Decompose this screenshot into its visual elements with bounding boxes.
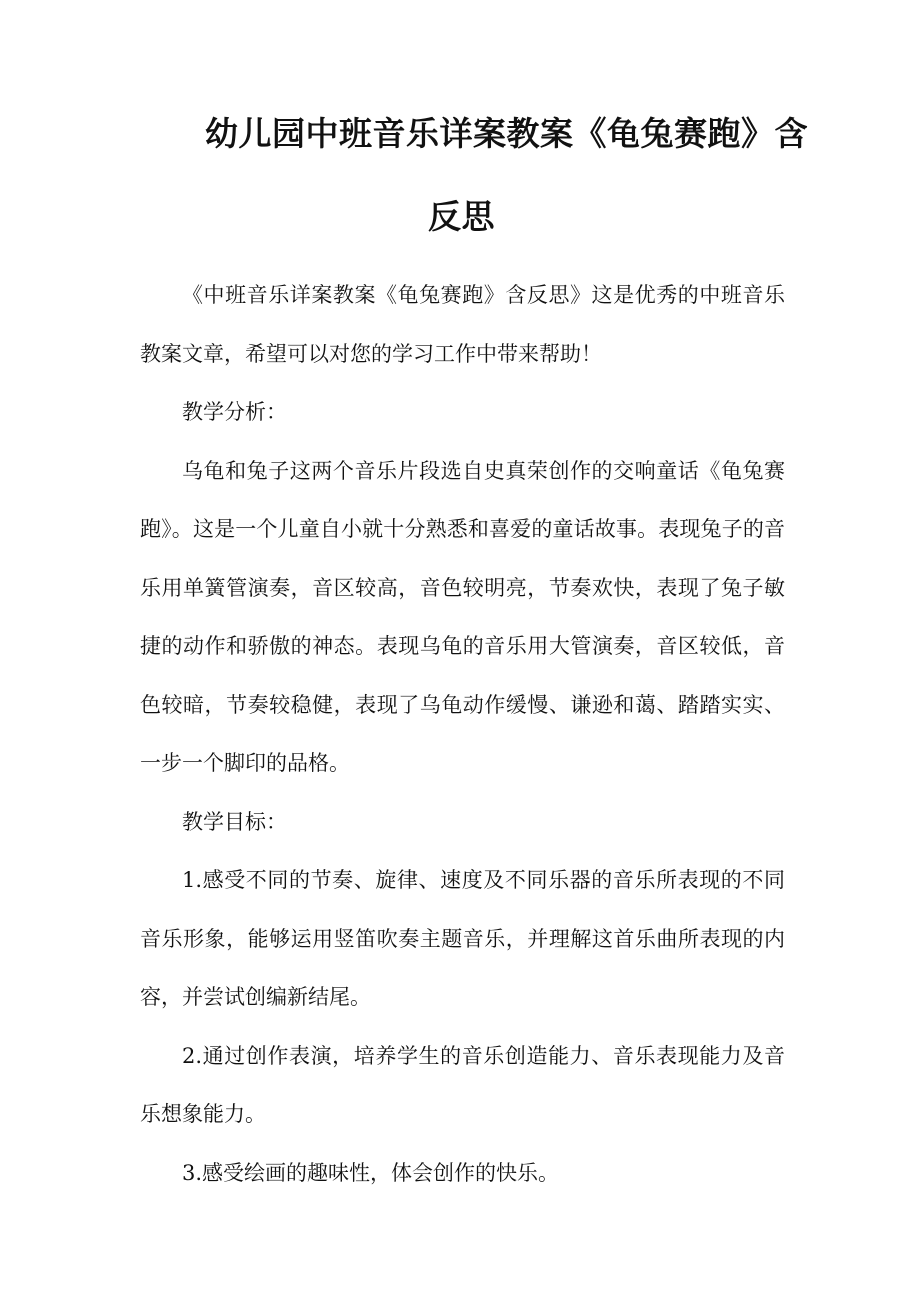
paragraph-analysis: 乌龟和兔子这两个音乐片段选自史真荣创作的交响童话《龟兔赛跑》。这是一个儿童自小就十分熟悉和喜爱的童话故事。表现兔子的音乐用单簧管演奏，音区较高，音色较明亮，节奏欢快，表现了兔子敏捷的动作和骄傲的神态。表现乌龟的音乐用大管演奏，音区较低，音色较暗，节奏较稳健，表现了乌龟动作缓慢、谦逊和蔼、踏踏实实、一步一个脚印的品格。 xyxy=(140,458,785,775)
heading-teaching-goals: 教学目标： xyxy=(182,809,287,834)
goal-item-3: 3.感受绘画的趣味性，体会创作的快乐。 xyxy=(182,1160,560,1185)
goal-item-2: 2.通过创作表演，培养学生的音乐创造能力、音乐表现能力及音乐想象能力。 xyxy=(140,1043,785,1126)
document-title-line-2: 反思 xyxy=(428,197,495,236)
document-title-line-1: 幼儿园中班音乐详案教案《龟兔赛跑》含 xyxy=(205,114,808,153)
paragraph-intro: 《中班音乐详案教案《龟兔赛跑》含反思》这是优秀的中班音乐教案文章，希望可以对您的学习工作中带来帮助！ xyxy=(140,283,785,366)
heading-teaching-analysis: 教学分析： xyxy=(182,400,287,424)
goal-item-1: 1.感受不同的节奏、旋律、速度及不同乐器的音乐所表现的不同音乐形象，能够运用竖笛吹奏主题音乐，并理解这首乐曲所表现的内容，并尝试创编新结尾。 xyxy=(140,868,785,1009)
document-body xyxy=(140,266,785,1202)
